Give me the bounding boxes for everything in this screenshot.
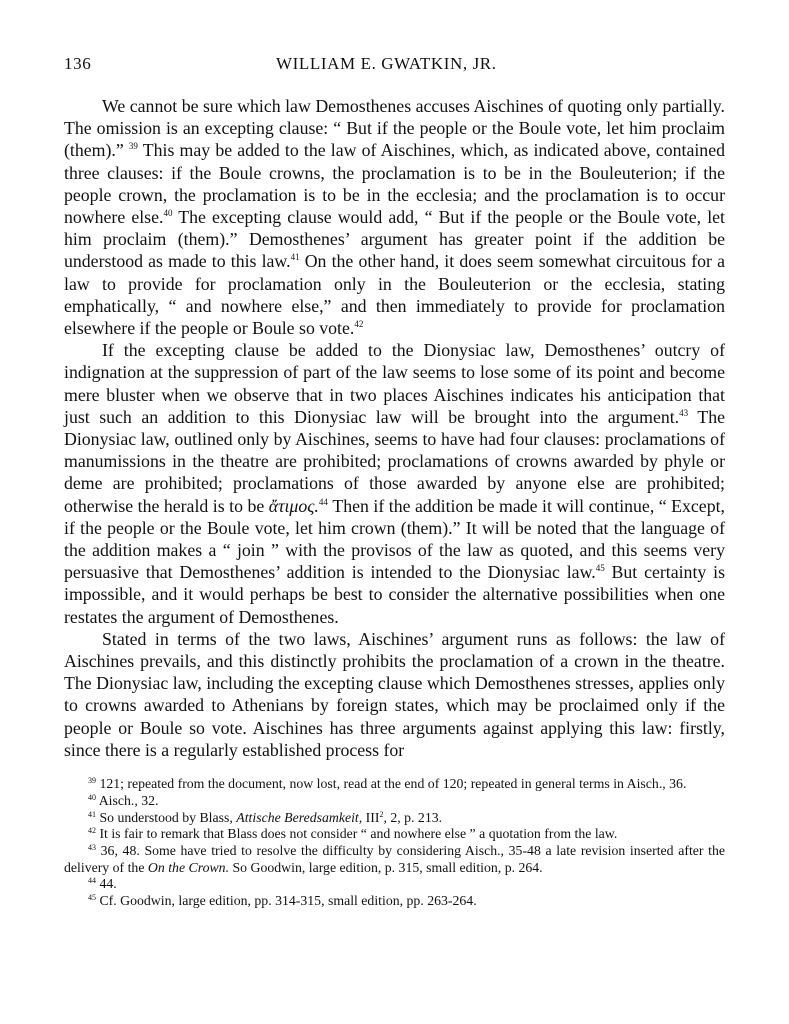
footnote [64,810,725,827]
text-run: The Dionysiac law, outlined only by Aischines, seems to have had four clauses: proclamations of manumissions in the theatre are prohibited; proclamations of crowns awarded by phyle or deme are prohibited; proclamations of those awarded by anyone else are prohibited; otherwise the herald is to be [64,406,725,516]
footnote [64,793,725,810]
text-run: 44. [99,876,117,892]
footnote [64,826,725,843]
body-text [64,95,725,761]
text-run: Stated in terms of the two laws, Aischines’ argument runs as follows: the law of Aischines prevails, and this distinctly prohibits the proclamation of a crown in the theatre. The Dionysiac law, including the excepting clause which Demosthenes stresses, applies only to crowns awarded to Athenians by foreign states, which may be proclaimed only if the people or Boule so vote. Aischines has three arguments against applying this law: firstly, since there is a regularly established process for [64,628,725,760]
text-run: Cf. Goodwin, large edition, pp. 314-315, small edition, pp. 263-264. [99,893,477,909]
footnote-ref: 42 [354,319,364,330]
text-run: This may be added to the law of Aischines, which, as indicated above, contained three clauses: if the Boule crowns, the proclamation is to be in the Bouleuterion; if the people crown, the proclamation is to be in the ecclesia; and the proclamation is to occur nowhere else. [64,140,725,228]
footnote-number: 45 [88,893,96,903]
text-run: On the other hand, it does seem somewhat circuitous for a law to provide for proclamation only in the Bouleuterion or the ecclesia, stating emphatically, “ and nowhere else,” and then immediately to provide for proclamation elsewhere if the people or Boule so vote. [64,251,726,339]
footnote-ref: 43 [679,407,689,418]
text-run: But certainty is impossible, and it would perhaps be best to consider the alternative possibilities when one restates the argument of Demosthenes. [64,562,725,627]
page-number: 136 [64,54,92,73]
text-run: 121; repeated from the document, now lost, read at the end of 120; repeated in general terms in Aisch., 36. [99,776,687,792]
footnote-number: 41 [88,809,96,819]
footnote-number: 42 [88,826,96,836]
text-run: So Goodwin, large edition, p. 315, small edition, p. 264. [229,859,543,875]
text-run: , 2, p. 213. [383,809,443,825]
footnote-ref: 41 [290,252,300,263]
footnotes [64,776,725,910]
text-run: Then if the addition be made it will continue, “ Except, if the people or the Boule vote, let him crown (them).” It will be noted that the language of the addition makes a “ join ” with the provisos of the law as quoted, and this seems very persuasive that Demosthenes’ addition is intended to the Dionysiac law. [64,495,725,583]
text-run: The excepting clause would add, “ But if the people or the Boule vote, let him proclaim (them).” Demosthenes’ argument has greater point if the addition be understood as made to this law. [64,207,725,272]
footnote-ref: 2 [379,809,384,819]
footnote [64,893,725,910]
page [64,54,725,910]
greek-word: ἄτιμος. [268,495,319,516]
body-paragraph [64,628,725,761]
running-head-author: WILLIAM E. GWATKIN, JR. [276,54,497,73]
footnote [64,776,725,793]
footnote [64,843,725,876]
text-run: Aisch., 32. [98,792,159,808]
footnote-ref: 45 [595,563,605,574]
text-run: It is fair to remark that Blass does not consider “ and nowhere else ” a quotation from the law. [99,826,618,842]
italic-title: On the Crown. [147,859,230,875]
footnote-number: 44 [88,876,96,886]
footnote [64,876,725,893]
footnote-number: 40 [88,792,96,802]
footnote-number: 39 [88,776,96,786]
text-run: If the excepting clause be added to the Dionysiac law, Demosthenes’ outcry of indignation at the suppression of part of the law seems to lose some of its point and become mere bluster when we observe that in two places Aischines indicates his anticipation that just such an addition to this Dionysiac law will be brought into the argument. [64,340,725,427]
footnote-ref: 40 [163,208,173,219]
text-run: So understood by Blass, [99,809,237,825]
footnote-ref: 44 [318,496,328,507]
italic-title: Attische Beredsamkeit, [236,809,363,825]
body-paragraph [64,95,725,339]
text-run: 36, 48. Some have tried to resolve the difficulty by considering Aisch., 35-48 a late revision inserted after the delivery of the [64,842,725,875]
text-run: We cannot be sure which law Demosthenes accuses Aischines of quoting only partially. The omission is an excepting clause: “ But if the people or the Boule vote, let him proclaim (them).” [64,96,725,161]
footnote-ref: 39 [128,141,138,152]
text-run: III [362,809,380,825]
body-paragraph [64,339,725,628]
footnote-number: 43 [88,842,96,852]
running-head [64,54,725,84]
